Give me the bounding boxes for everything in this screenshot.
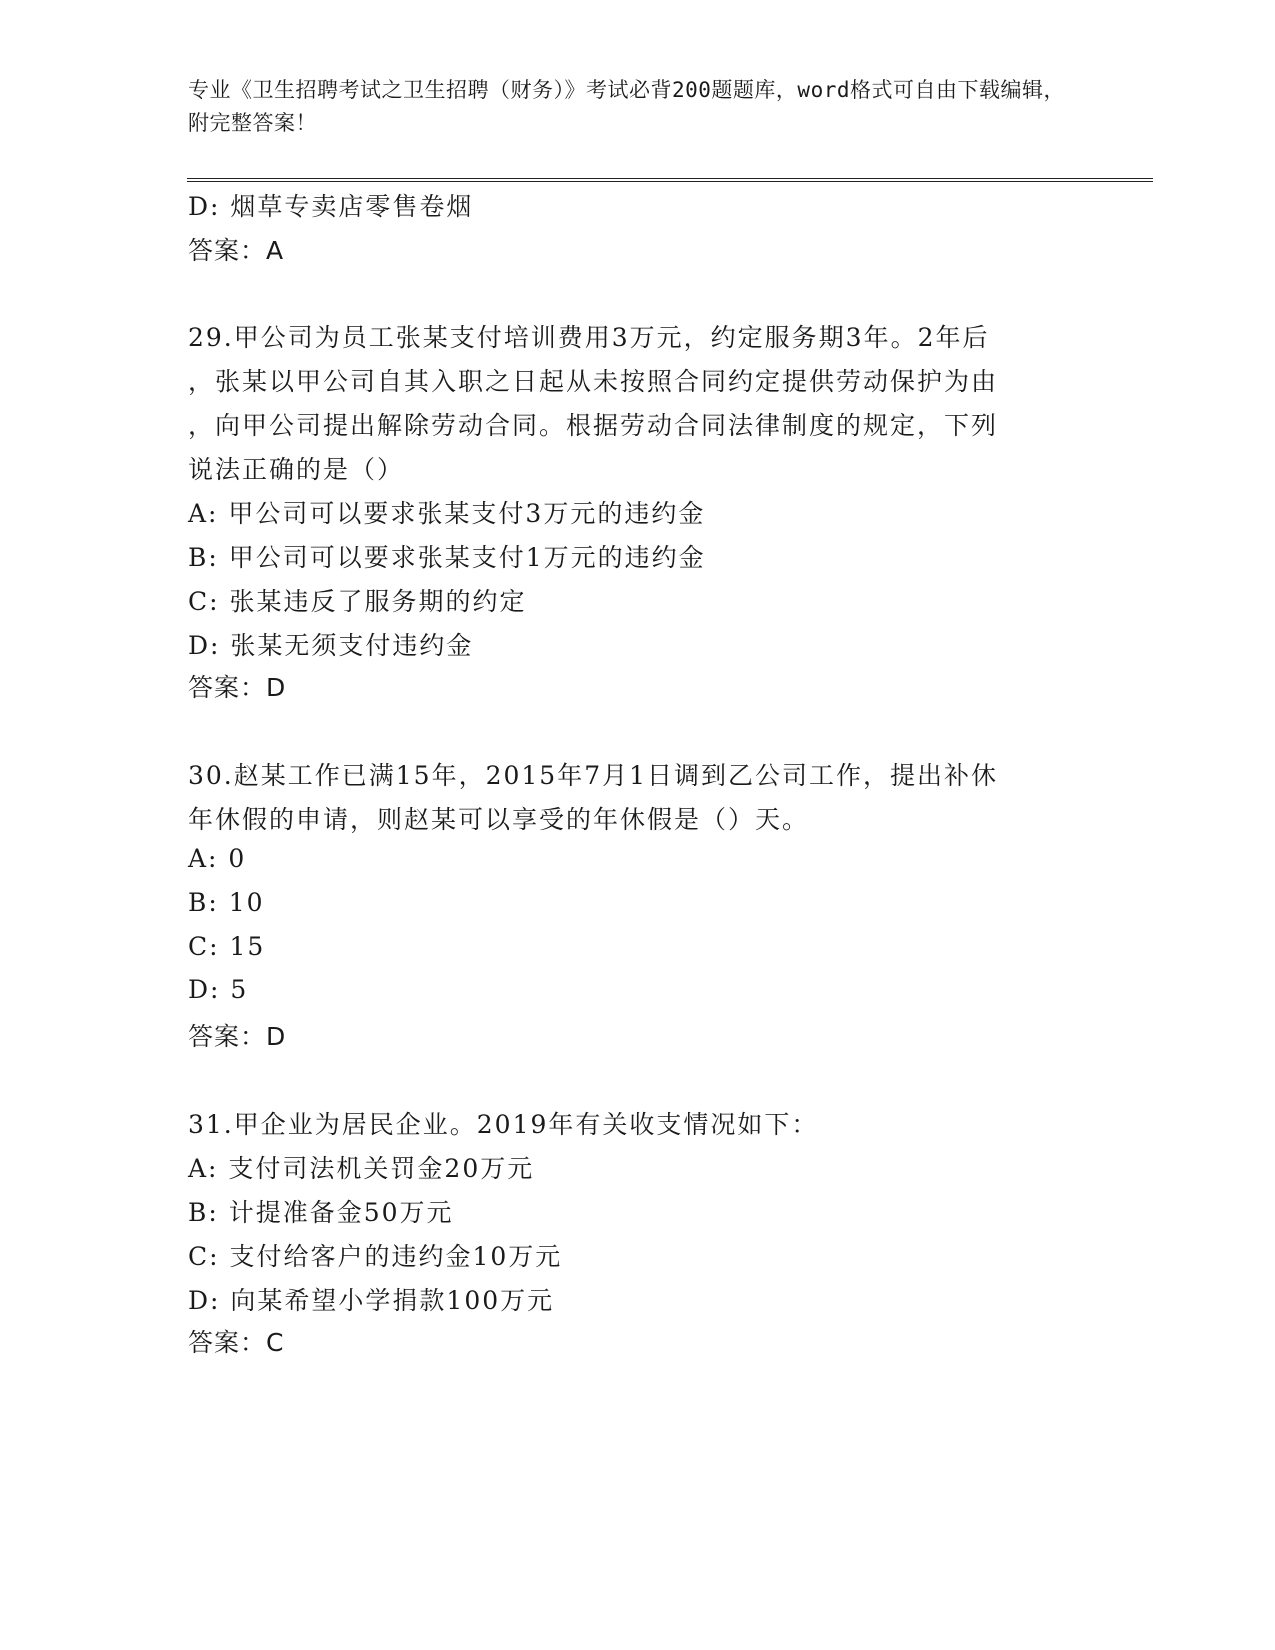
q29-stem-line-4: 说法正确的是（） (188, 455, 405, 484)
q29-option-a: A: 甲公司可以要求张某支付3万元的违约金 (188, 499, 706, 528)
q30-stem-line-1: 30.赵某工作已满15年，2015年7月1日调到乙公司工作，提出补休 (188, 761, 999, 790)
q30-option-b: B: 10 (188, 888, 265, 917)
q30-option-d: D: 5 (188, 975, 249, 1004)
q31-option-d: D: 向某希望小学捐款100万元 (188, 1286, 555, 1315)
q29-option-c: C: 张某违反了服务期的约定 (188, 587, 527, 616)
q31-option-b: B: 计提准备金50万元 (188, 1198, 454, 1227)
header-divider-top (187, 178, 1153, 179)
prev-question-option-d: D: 烟草专卖店零售卷烟 (188, 192, 474, 221)
q30-answer: 答案：D (188, 1022, 287, 1051)
q31-option-a: A: 支付司法机关罚金20万元 (188, 1154, 535, 1183)
q30-stem-line-2: 年休假的申请，则赵某可以享受的年休假是（）天。 (188, 805, 810, 834)
q29-stem-line-2: ，张某以甲公司自其入职之日起从未按照合同约定提供劳动保护为由 (188, 367, 999, 396)
prev-question-answer: 答案：A (188, 236, 285, 265)
q29-option-b: B: 甲公司可以要求张某支付1万元的违约金 (188, 543, 706, 572)
q29-option-d: D: 张某无须支付违约金 (188, 631, 474, 660)
q29-stem-line-3: ，向甲公司提出解除劳动合同。根据劳动合同法律制度的规定，下列 (188, 411, 999, 440)
q31-option-c: C: 支付给客户的违约金10万元 (188, 1242, 563, 1271)
q31-stem-line-1: 31.甲企业为居民企业。2019年有关收支情况如下： (188, 1110, 819, 1139)
document-header: 专业《卫生招聘考试之卫生招聘（财务）》考试必背200题题库，word格式可自由下载编辑，附完整答案！ (188, 78, 1065, 135)
q30-option-c: C: 15 (188, 932, 266, 961)
header-divider-bottom (187, 181, 1153, 182)
q30-option-a: A: 0 (188, 844, 247, 873)
q29-answer: 答案：D (188, 673, 287, 702)
q31-answer: 答案：C (188, 1328, 285, 1357)
q29-stem-line-1: 29.甲公司为员工张某支付培训费用3万元，约定服务期3年。2年后 (188, 323, 990, 352)
